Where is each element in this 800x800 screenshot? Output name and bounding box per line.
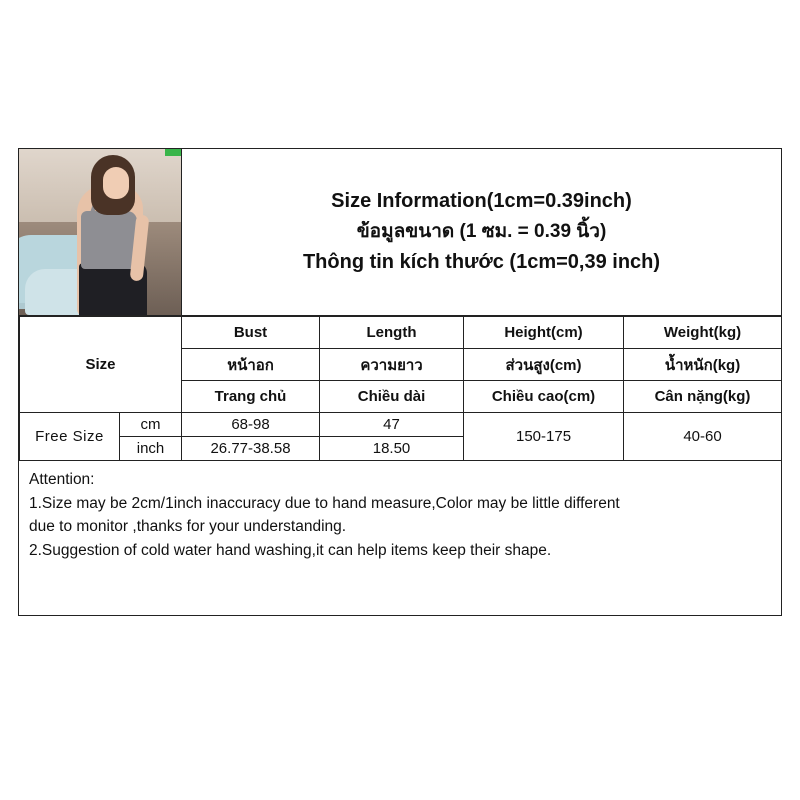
title-line-vi: Thông tin kích thước (1cm=0,39 inch) bbox=[302, 250, 661, 273]
product-photo bbox=[19, 149, 182, 315]
table-row-cm bbox=[20, 413, 782, 437]
col-header-height-en: Height(cm) bbox=[464, 317, 624, 349]
unit-inch: inch bbox=[120, 437, 182, 461]
chart-title-block bbox=[182, 149, 781, 315]
title-line-en: Size Information(1cm=0.39inch) bbox=[331, 190, 632, 213]
table-row-header-en bbox=[20, 317, 782, 349]
value-weight: 40-60 bbox=[624, 413, 782, 461]
col-header-length-en: Length bbox=[320, 317, 464, 349]
col-header-bust-vi: Trang chủ bbox=[182, 381, 320, 413]
col-header-length-vi: Chiều dài bbox=[320, 381, 464, 413]
col-header-length-th: ความยาว bbox=[320, 349, 464, 381]
col-header-bust-th: หน้าอก bbox=[182, 349, 320, 381]
size-chart-frame bbox=[18, 148, 782, 616]
unit-cm: cm bbox=[120, 413, 182, 437]
attention-line-1: 1.Size may be 2cm/1inch inaccuracy due to hand measure,Color may be little different bbox=[29, 494, 620, 512]
chart-header bbox=[19, 149, 781, 316]
col-header-weight-vi: Cân nặng(kg) bbox=[624, 381, 782, 413]
size-label-cell: Size bbox=[20, 317, 182, 413]
attention-heading: Attention: bbox=[29, 471, 95, 488]
value-bust-inch: 26.77-38.58 bbox=[182, 437, 320, 461]
attention-block bbox=[19, 461, 781, 562]
attention-line-3: 2.Suggestion of cold water hand washing,it can help items keep their shape. bbox=[29, 542, 552, 560]
attention-line-2: due to monitor ,thanks for your understanding. bbox=[29, 518, 347, 536]
value-bust-cm: 68-98 bbox=[182, 413, 320, 437]
value-height: 150-175 bbox=[464, 413, 624, 461]
row-label-free-size: Free Size bbox=[20, 413, 120, 461]
col-header-bust-en: Bust bbox=[182, 317, 320, 349]
col-header-height-th: ส่วนสูง(cm) bbox=[464, 349, 624, 381]
value-length-cm: 47 bbox=[320, 413, 464, 437]
col-header-weight-th: น้ำหนัก(kg) bbox=[624, 349, 782, 381]
col-header-weight-en: Weight(kg) bbox=[624, 317, 782, 349]
size-table bbox=[19, 316, 782, 461]
photo-model-face bbox=[103, 167, 129, 199]
photo-model-camisole bbox=[81, 211, 137, 269]
title-line-th: ข้อมูลขนาด (1 ซม. = 0.39 นิ้ว) bbox=[356, 221, 607, 243]
col-header-height-vi: Chiều cao(cm) bbox=[464, 381, 624, 413]
green-marker-icon bbox=[165, 149, 181, 156]
value-length-inch: 18.50 bbox=[320, 437, 464, 461]
